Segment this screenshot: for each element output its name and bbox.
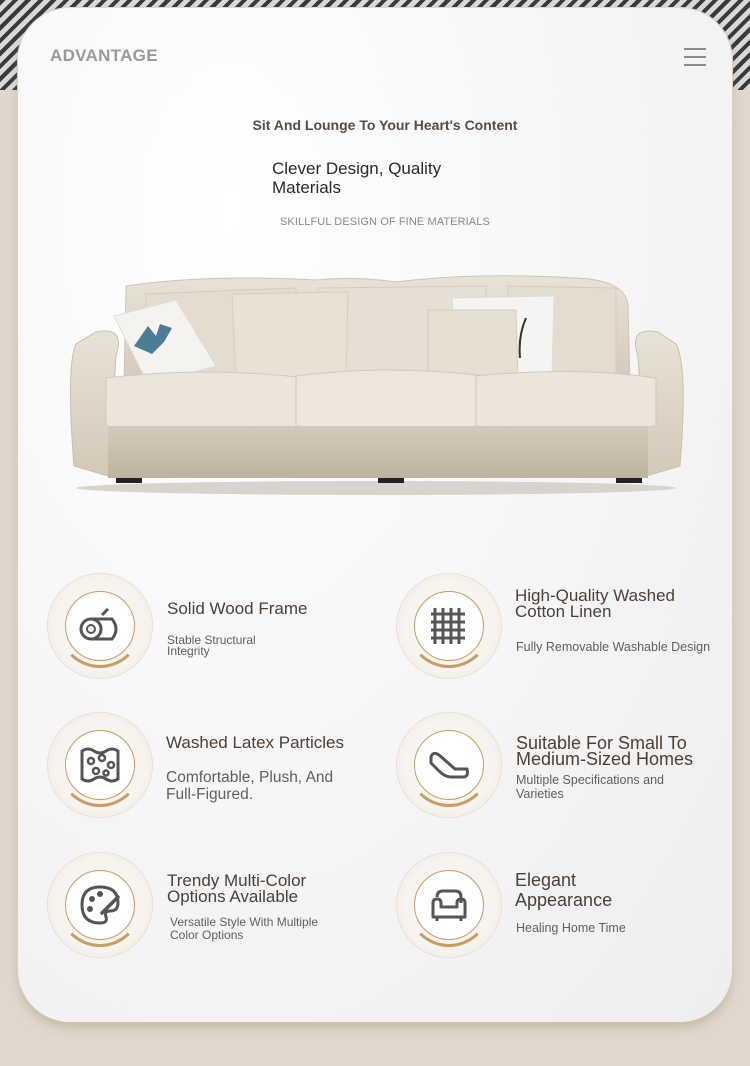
feature-badge xyxy=(48,713,152,817)
feature-title: Trendy Multi-Color Options Available xyxy=(167,871,307,906)
sofa-image xyxy=(56,266,696,496)
feature-description: Fully Removable Washable Design xyxy=(516,640,711,654)
feature-title: High-Quality Washed Cotton Linen xyxy=(515,586,675,621)
feature-title: Washed Latex Particles xyxy=(166,733,344,752)
feature-title: Solid Wood Frame xyxy=(167,599,308,618)
feature-title: Elegant Appearance xyxy=(515,870,613,910)
armchair-icon xyxy=(427,883,471,927)
advantage-card xyxy=(18,8,732,1022)
hero-headline: Clever Design, Quality Materials xyxy=(272,159,442,197)
latex-foam-icon xyxy=(78,743,122,787)
feature-description: Multiple Specifications and Varieties xyxy=(516,773,664,801)
hero-tagline: Sit And Lounge To Your Heart's Content xyxy=(252,117,518,133)
feature-badge xyxy=(397,574,501,678)
feature-description: Stable Structural Integrity xyxy=(167,633,256,658)
feature-badge xyxy=(48,853,152,957)
feature-badge xyxy=(397,853,501,957)
feature-description: Comfortable, Plush, And Full-Figured. xyxy=(166,769,334,803)
linen-weave-icon xyxy=(427,604,471,648)
feature-badge xyxy=(397,713,501,817)
palette-brush-icon xyxy=(78,883,122,927)
hamburger-menu-icon[interactable] xyxy=(684,48,706,66)
recliner-curve-icon xyxy=(427,743,471,787)
brand-title: ADVANTAGE xyxy=(50,46,158,65)
feature-title: Suitable For Small To Medium-Sized Homes xyxy=(516,733,694,769)
feature-description: Versatile Style With Multiple Color Options xyxy=(170,915,319,942)
feature-badge xyxy=(48,574,152,678)
hero-subline: SKILLFUL DESIGN OF FINE MATERIALS xyxy=(280,216,490,228)
feature-description: Healing Home Time xyxy=(516,921,626,935)
wood-log-icon xyxy=(78,604,122,648)
